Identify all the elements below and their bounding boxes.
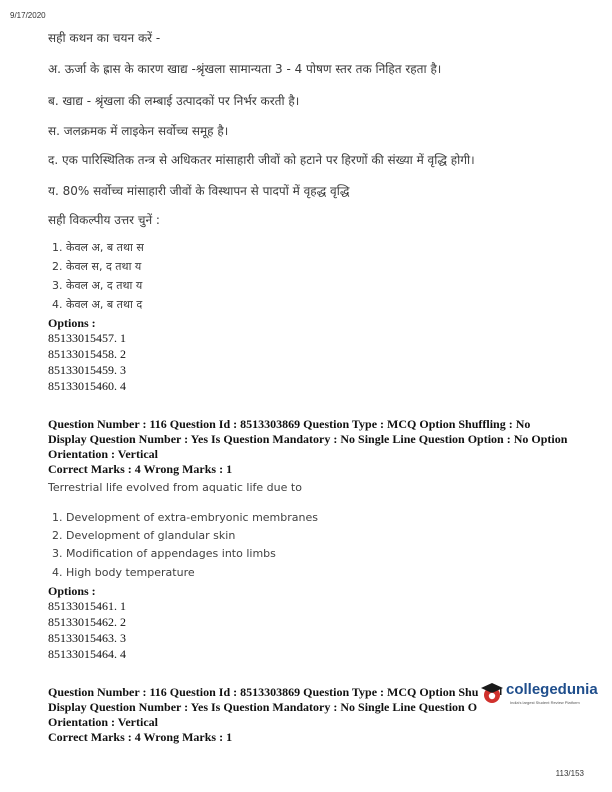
question-meta-line-1: Question Number : 116 Question Id : 8513303869 Question Type : MCQ Option Shuffling : No	[48, 417, 531, 431]
question-meta-line-1: Question Number : 116 Question Id : 8513303869 Question Type : MCQ Option Shu	[48, 685, 479, 699]
option-id-2: 85133015458. 2	[48, 347, 126, 361]
marks-line: Correct Marks : 4 Wrong Marks : 1	[48, 730, 233, 744]
statement-c: स. जलक्रमक में लाइकेन सर्वोच्च समूह है।	[48, 124, 229, 138]
choice-2: 2. केवल स, द तथा य	[52, 260, 142, 273]
answer-prompt: सही विकल्पीय उत्तर चुनें :	[48, 213, 160, 227]
question-meta-line-2: Display Question Number : Yes Is Question Mandatory : No Single Line Question Option : No Option	[48, 432, 568, 446]
choice-2: 2. Development of glandular skin	[52, 529, 236, 542]
options-label: Options :	[48, 584, 96, 598]
choice-1: 1. केवल अ, ब तथा स	[52, 241, 144, 254]
option-id-3: 85133015459. 3	[48, 363, 126, 377]
options-label: Options :	[48, 316, 96, 330]
statement-e: य. 80% सर्वोच्च मांसाहारी जीवों के विस्थापन से पादपों में वृहद्ध वृद्धि	[48, 184, 350, 198]
watermark-tagline: India's largest Student Review Platform	[510, 700, 580, 705]
option-id-4: 85133015460. 4	[48, 379, 126, 393]
option-id-1: 85133015461. 1	[48, 599, 126, 613]
option-id-2: 85133015462. 2	[48, 615, 126, 629]
question-meta-line-2: Display Question Number : Yes Is Question Mandatory : No Single Line Question O	[48, 700, 478, 714]
question-text: Terrestrial life evolved from aquatic life due to	[48, 481, 302, 494]
question-meta-line-3: Orientation : Vertical	[48, 447, 158, 461]
marks-line: Correct Marks : 4 Wrong Marks : 1	[48, 462, 233, 476]
choice-4: 4. High body temperature	[52, 566, 195, 579]
instruction-text: सही कथन का चयन करें -	[48, 31, 161, 45]
statement-b: ब. खाद्य - श्रृंखला की लम्बाई उत्पादकों पर निर्भर करती है।	[48, 94, 300, 108]
print-date: 9/17/2020	[10, 11, 46, 20]
statement-d: द. एक पारिस्थितिक तन्त्र से अधिकतर मांसाहारी जीवों को हटाने पर हिरणों की संख्या में वृद्धि होगी।	[48, 153, 475, 167]
statement-a: अ. ऊर्जा के ह्रास के कारण खाद्य -श्रृंखला सामान्यता 3 - 4 पोषण स्तर तक निहित रहता है।	[48, 62, 442, 76]
option-id-3: 85133015463. 3	[48, 631, 126, 645]
option-id-4: 85133015464. 4	[48, 647, 126, 661]
watermark-name: collegedunia	[506, 681, 598, 698]
choice-3: 3. केवल अ, द तथा य	[52, 279, 143, 292]
choice-4: 4. केवल अ, ब तथा द	[52, 298, 143, 311]
graduation-cap-icon	[480, 680, 504, 706]
collegedunia-watermark	[480, 679, 608, 709]
choice-3: 3. Modification of appendages into limbs	[52, 547, 276, 560]
question-meta-line-3: Orientation : Vertical	[48, 715, 158, 729]
choice-1: 1. Development of extra-embryonic membranes	[52, 511, 318, 524]
option-id-1: 85133015457. 1	[48, 331, 126, 345]
page-number: 113/153	[555, 769, 584, 778]
